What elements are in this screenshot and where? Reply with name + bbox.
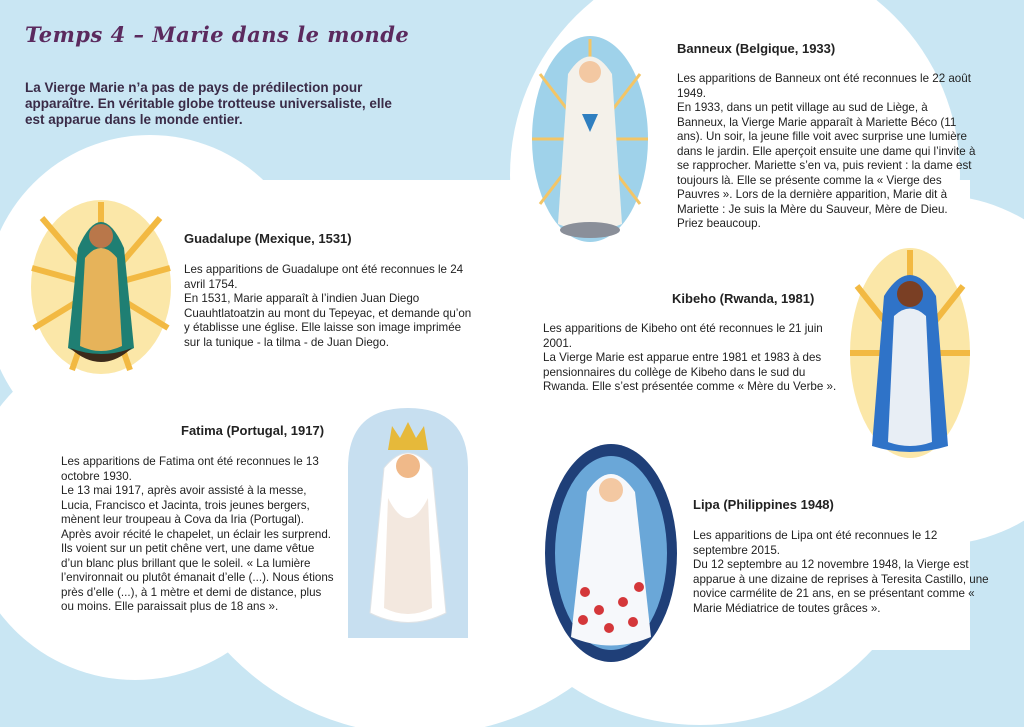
fatima-recognition: Les apparitions de Fatima ont été reconnues le 13 octobre 1930. [61,455,319,483]
lipa-recognition: Les apparitions de Lipa ont été reconnues le 12 septembre 2015. [693,529,938,557]
banneux-recognition: Les apparitions de Banneux ont été reconnues le 22 août 1949. [677,72,971,100]
guadalupe-text [184,263,476,350]
lipa-illustration [543,442,679,664]
banneux-story: En 1933, dans un petit village au sud de Liège, à Banneux, la Vierge Marie apparaît à Mariette Béco (11 ans). Un soir, la jeune fille voit avec surprise une lumière dans le jardin. Elle aperçoit ensuite une dame qui l’invite à se rapprocher. Mariette s’en va, puis revient : la dame est toujours là. Elle se présente comme la « Vierge des Pauvres ». Lors de la dernière apparition, Marie dit à Mariette : Je suis la Mère du Sauveur, Mère de Dieu. Priez beaucoup. [677,101,976,230]
lipa-story: Du 12 septembre au 12 novembre 1948, la Vierge est apparue à une dizaine de reprises à Teresita Castillo, une novice carmélite de 21 ans, en se présentant comme « Marie Médiatrice de toutes grâces ». [693,558,989,615]
guadalupe-heading: Guadalupe (Mexique, 1531) [184,231,352,246]
banneux-heading: Banneux (Belgique, 1933) [677,41,836,56]
kibeho-story: La Vierge Marie est apparue entre 1981 et 1983 à des pensionnaires du collège de Kibeho dans le sud du Rwanda. Elle s’est présentée comme « Mère du Verbe ». [543,351,837,393]
kibeho-heading: Kibeho (Rwanda, 1981) [672,291,815,306]
banneux-illustration [530,34,650,244]
kibeho-text [543,322,838,395]
guadalupe-recognition: Les apparitions de Guadalupe ont été reconnues le 24 avril 1754. [184,263,464,291]
page-title: Temps 4 – Marie dans le monde [25,22,410,47]
guadalupe-story: En 1531, Marie apparaît à l’indien Juan Diego Cuauhtlatoatzin au mont du Tepeyac, et demande qu’on y établisse une église. Elle laisse son image imprimée sur la tunique - la tilma - de Juan Diego. [184,292,472,349]
lipa-heading: Lipa (Philippines 1948) [693,497,834,512]
fatima-story: Le 13 mai 1917, après avoir assisté à la messe, Lucia, Francisco et Jacinta, trois jeunes bergers, mènent leur troupeau à Cova da Iria (Portugal). Après avoir récité le chapelet, un éclair les surprend. Ils voient sur un petit chêne vert, une dame vêtue d’un blanc plus brillant que le soleil. « La lumière l’environnait ou plutôt émanait d’elle (...). Nous étions près d’elle (...), à 1 mètre et demi de distance, plus ou moins. Elle paraissait plus de 18 ans ». [61,484,334,613]
guadalupe-illustration [30,198,172,376]
fatima-text [61,455,336,615]
intro-text: La Vierge Marie n’a pas de pays de prédilection pour apparaître. En véritable globe trotteuse universaliste, elle est apparue dans le monde entier. [25,80,392,127]
kibeho-illustration [848,246,972,460]
fatima-heading: Fatima (Portugal, 1917) [181,423,325,438]
fatima-illustration [348,408,468,638]
kibeho-recognition: Les apparitions de Kibeho ont été reconnues le 21 juin 2001. [543,322,823,350]
lipa-text [693,529,993,616]
banneux-text [677,72,977,232]
